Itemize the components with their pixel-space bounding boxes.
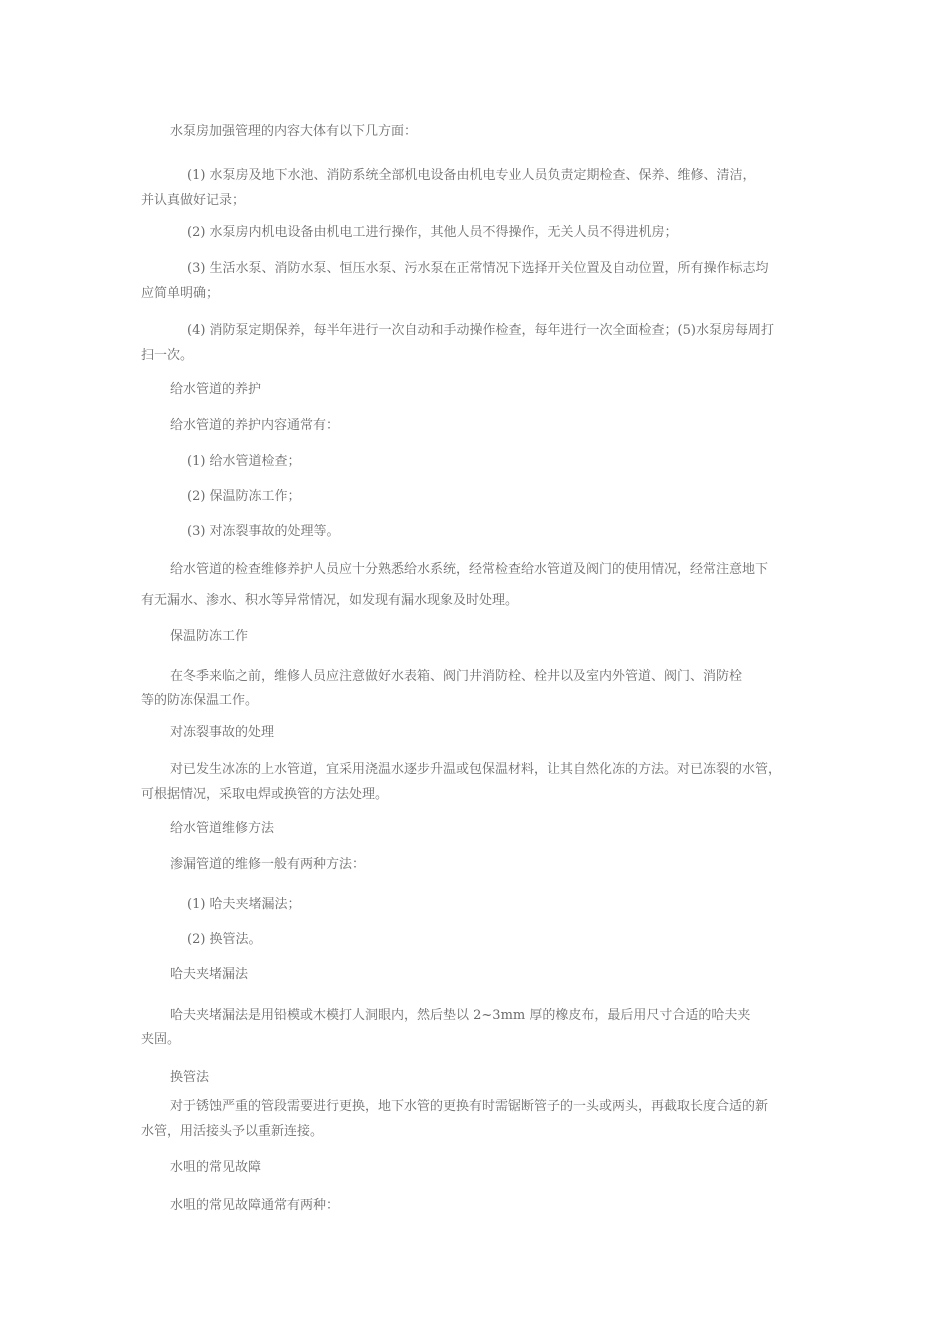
list-item-3-line-1: (3) 生活水泵、消防水泵、恒压水泵、污水泵在正常情况下选择开关位置及自动位置，所有操作标志均 [187,261,769,276]
list-item-repair-1: (1) 哈夫夹堵漏法； [187,897,301,912]
heading-insulation: 保温防冻工作 [170,629,249,644]
para-insulation-line-1: 在冬季来临之前，维修人员应注意做好水表箱、阀门井消防栓、栓井以及室内外管道、阀门、消防栓 [170,669,743,684]
heading-repair-methods: 给水管道维修方法 [170,821,275,836]
para-huff-clamp-line-1: 哈夫夹堵漏法是用铅模或木模打人洞眼内，然后垫以 2~3mm 厚的橡皮布，最后用尺寸合适的哈夫夹 [170,1008,751,1023]
para-inspection-line-1: 给水管道的检查维修养护人员应十分熟悉给水系统，经常检查给水管道及阀门的使用情况，经常注意地下 [170,562,769,577]
para-freeze-crack-line-1: 对已发生冰冻的上水管道，宜采用浇温水逐步升温或包保温材料，让其自然化冻的方法。对已冻裂的水管， [170,762,782,777]
para-pump-room-intro: 水泵房加强管理的内容大体有以下几方面： [170,124,418,139]
list-item-4-line-1: (4) 消防泵定期保养，每半年进行一次自动和手动操作检查，每年进行一次全面检查；(5)水泵房每周打 [187,323,774,338]
para-inspection-line-2: 有无漏水、渗水、积水等异常情况，如发现有漏水现象及时处理。 [141,593,519,608]
para-freeze-crack-line-2: 可根据情况，采取电焊或换管的方法处理。 [141,787,389,802]
heading-pipe-replacement: 换管法 [170,1070,210,1085]
heading-huff-clamp: 哈夫夹堵漏法 [170,967,249,982]
list-item-2: (2) 水泵房内机电设备由机电工进行操作，其他人员不得操作，无关人员不得进机房； [187,225,678,240]
heading-freeze-crack: 对冻裂事故的处理 [170,725,275,740]
list-item-1-line-2: 并认真做好记录； [141,193,246,208]
para-pipe-replacement-line-2: 水管，用活接头予以重新连接。 [141,1124,324,1139]
para-faucet-faults-intro: 水咀的常见故障通常有两种： [170,1198,340,1213]
heading-pipe-maintenance: 给水管道的养护 [170,382,262,397]
para-insulation-line-2: 等的防冻保温工作。 [141,693,259,708]
list-item-1-line-1: (1) 水泵房及地下水池、消防系统全部机电设备由机电专业人员负责定期检查、保养、维修、清洁， [187,168,756,183]
heading-faucet-faults: 水咀的常见故障 [170,1160,262,1175]
para-huff-clamp-line-2: 夹固。 [141,1032,181,1047]
list-item-pipe-2: (2) 保温防冻工作； [187,489,301,504]
list-item-pipe-1: (1) 给水管道检查； [187,454,301,469]
para-pipe-replacement-line-1: 对于锈蚀严重的管段需要进行更换，地下水管的更换有时需锯断管子的一头或两头，再截取长度合适的新 [170,1099,769,1114]
list-item-3-line-2: 应简单明确； [141,286,220,301]
list-item-pipe-3: (3) 对冻裂事故的处理等。 [187,524,340,539]
para-pipe-maintenance-intro: 给水管道的养护内容通常有： [170,418,340,433]
list-item-4-line-2: 扫一次。 [141,348,194,363]
para-repair-methods-intro: 渗漏管道的维修一般有两种方法： [170,857,366,872]
list-item-repair-2: (2) 换管法。 [187,932,262,947]
